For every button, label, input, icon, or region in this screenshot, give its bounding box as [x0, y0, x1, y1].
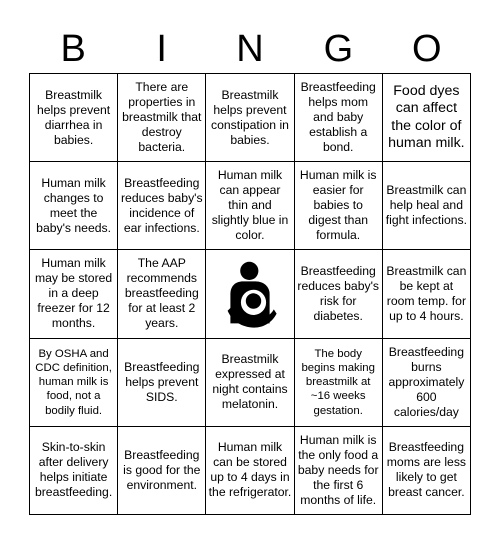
breastfeeding-icon: [215, 259, 285, 329]
bingo-cell[interactable]: [295, 74, 383, 162]
cell-text: The body begins making breastmilk at ~16 weeks gestation.: [301, 347, 375, 417]
bingo-cell[interactable]: [118, 427, 206, 515]
cell-text: Human milk changes to meet the baby's needs.: [36, 175, 111, 235]
cell-text: Food dyes can affect the color of human milk.: [388, 82, 465, 152]
cell-text: Breastmilk can be kept at room temp. for up to 4 hours.: [386, 263, 467, 323]
bingo-cell[interactable]: [295, 162, 383, 250]
cell-text: Breastfeeding is good for the environment.: [123, 447, 201, 492]
header-letter-i: I: [156, 28, 167, 70]
bingo-cell[interactable]: [30, 427, 118, 515]
free-space-cell[interactable]: [206, 250, 294, 338]
cell-text: Human milk may be stored in a deep freezer for 12 months.: [34, 256, 113, 331]
header-letter-o: O: [412, 28, 442, 70]
bingo-cell[interactable]: [118, 250, 206, 338]
bingo-cell[interactable]: [295, 250, 383, 338]
bingo-cell[interactable]: [118, 162, 206, 250]
bingo-cell[interactable]: [30, 339, 118, 427]
cell-text: Human milk is easier for babies to digest than formula.: [299, 168, 377, 243]
bingo-cell[interactable]: [295, 339, 383, 427]
bingo-cell[interactable]: [383, 162, 471, 250]
bingo-cell[interactable]: [118, 339, 206, 427]
cell-text: Breastmilk expressed at night contains melatonin.: [212, 352, 288, 412]
bingo-cell[interactable]: [30, 250, 118, 338]
bingo-cell[interactable]: [383, 250, 471, 338]
bingo-cell[interactable]: [295, 427, 383, 515]
cell-text: Human milk is the only food a baby needs for the first 6 months of life.: [297, 432, 379, 507]
cell-text: Breastfeeding helps prevent SIDS.: [124, 359, 200, 404]
cell-text: Breastfeeding reduces baby's risk for diabetes.: [297, 263, 379, 323]
bingo-grid: [29, 73, 471, 515]
cell-text: Breastmilk helps prevent constipation in babies.: [211, 87, 289, 147]
cell-text: There are properties in breastmilk that destroy bacteria.: [122, 80, 202, 155]
cell-text: Breastmilk can help heal and fight infections.: [385, 183, 468, 228]
bingo-cell[interactable]: [206, 427, 294, 515]
cell-text: Skin-to-skin after delivery helps initiate breastfeeding.: [34, 440, 113, 500]
bingo-cell[interactable]: [30, 74, 118, 162]
bingo-cell[interactable]: [118, 74, 206, 162]
cell-text: By OSHA and CDC definition, human milk is food, not a bodily fluid.: [35, 347, 112, 417]
cell-text: The AAP recommends breastfeeding for at least 2 years.: [124, 256, 199, 331]
cell-text: Breastfeeding moms are less likely to get breast cancer.: [386, 440, 467, 500]
bingo-header: [29, 26, 471, 72]
bingo-cell[interactable]: [206, 162, 294, 250]
header-letter-b: B: [60, 28, 86, 70]
cell-text: Human milk can appear thin and slightly blue in color.: [211, 168, 289, 243]
bingo-cell[interactable]: [383, 74, 471, 162]
cell-text: Human milk can be stored up to 4 days in the refrigerator.: [208, 440, 292, 500]
bingo-cell[interactable]: [206, 339, 294, 427]
bingo-cell[interactable]: [30, 162, 118, 250]
bingo-cell[interactable]: [383, 339, 471, 427]
cell-text: Breastfeeding burns approximately 600 calories/day: [388, 344, 465, 419]
header-letter-g: G: [323, 28, 354, 70]
cell-text: Breastmilk helps prevent diarrhea in babies.: [37, 87, 111, 147]
cell-text: Breastfeeding reduces baby's incidence of ear infections.: [120, 175, 203, 235]
cell-text: Breastfeeding helps mom and baby establish a bond.: [300, 80, 376, 155]
bingo-cell[interactable]: [383, 427, 471, 515]
bingo-cell[interactable]: [206, 74, 294, 162]
header-letter-n: N: [236, 28, 264, 70]
